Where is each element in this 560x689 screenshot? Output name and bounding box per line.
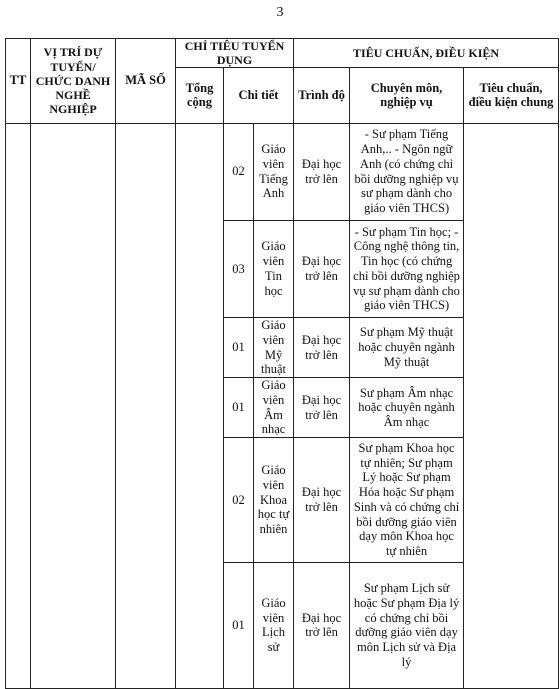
cell-code [116,123,176,688]
cell-specialty: - Sư phạm Tin học; - Công nghệ thông tin, Tin học (có chứng chỉ bồi dưỡng nghiệp vụ sư phạm dành cho giáo viên THCS) [350,220,464,317]
page-number: 3 [276,5,284,20]
cell-teacher: Giáo viên Âm nhạc [254,378,294,438]
header-level: Trình độ [294,68,350,123]
cell-specialty: Sư phạm Mỹ thuật hoặc chuyên ngành Mỹ thuật [350,318,464,378]
cell-count: 02 [224,438,254,562]
cell-level: Đại học trở lên [294,438,350,562]
table-row [6,123,559,220]
cell-specialty: Sư phạm Âm nhạc hoặc chuyên ngành Âm nhạc [350,378,464,438]
cell-count: 02 [224,123,254,220]
header-position: VỊ TRÍ DỰ TUYỂN/ CHỨC DANH NGHỀ NGHIỆP [31,39,116,124]
cell-count: 03 [224,220,254,317]
cell-tt [6,123,31,688]
cell-position [31,123,116,688]
cell-level: Đại học trở lên [294,378,350,438]
cell-specialty: Sư phạm Lịch sử hoặc Sư phạm Địa lý có chứng chỉ bồi dưỡng giáo viên dạy môn Lịch sử và Địa lý [350,562,464,688]
cell-general [464,123,559,688]
header-criteria: TIÊU CHUẨN, ĐIỀU KIỆN [294,39,559,68]
cell-level: Đại học trở lên [294,220,350,317]
cell-count: 01 [224,318,254,378]
cell-teacher: Giáo viên Tin học [254,220,294,317]
cell-level: Đại học trở lên [294,562,350,688]
cell-total [176,123,224,688]
cell-teacher: Giáo viên Tiếng Anh [254,123,294,220]
header-tt: TT [6,39,31,124]
recruitment-table [5,38,559,689]
header-code: MÃ SỐ [116,39,176,124]
header-specialty: Chuyên môn, nghiệp vụ [350,68,464,123]
cell-teacher: Giáo viên Lịch sử [254,562,294,688]
cell-count: 01 [224,378,254,438]
cell-specialty: - Sư phạm Tiếng Anh,.. - Ngôn ngữ Anh (có chứng chỉ bồi dưỡng nghiệp vụ sư phạm dành cho giáo viên THCS) [350,123,464,220]
cell-specialty: Sư phạm Khoa học tự nhiên; Sư phạm Lý hoặc Sư phạm Hóa hoặc Sư phạm Sinh và có chứng chỉ bồi dưỡng giáo viên dạy môn Khoa học tự nhiên [350,438,464,562]
cell-level: Đại học trở lên [294,318,350,378]
cell-count: 01 [224,562,254,688]
header-detail: Chi tiết [224,68,294,123]
cell-teacher: Giáo viên Mỹ thuật [254,318,294,378]
cell-teacher: Giáo viên Khoa học tự nhiên [254,438,294,562]
cell-level: Đại học trở lên [294,123,350,220]
header-quota: CHỈ TIÊU TUYỂN DỤNG [176,39,294,68]
header-total: Tổng cộng [176,68,224,123]
header-general: Tiêu chuẩn, điều kiện chung [464,68,559,123]
